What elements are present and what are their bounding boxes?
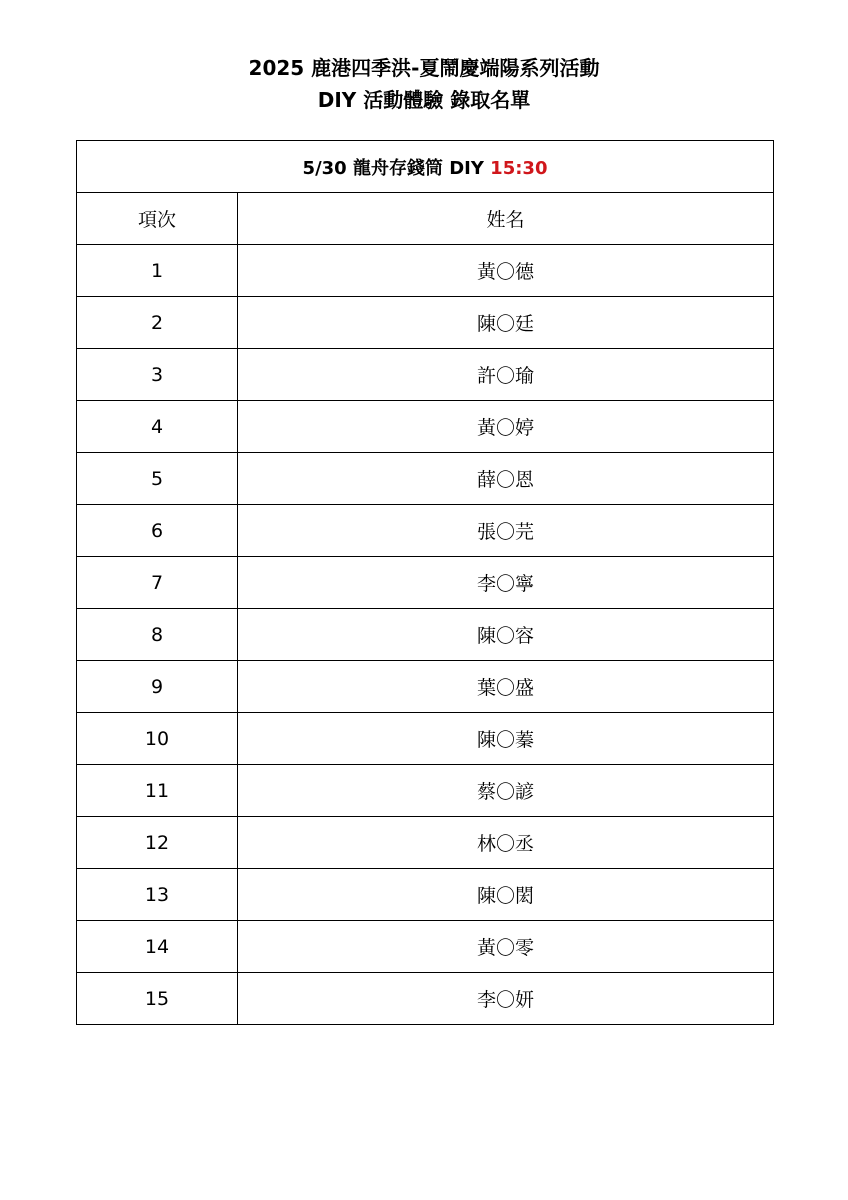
table-row [77, 557, 774, 609]
table-row [77, 713, 774, 765]
admission-list-table [76, 140, 774, 1025]
row-number: 9 [77, 661, 238, 713]
row-number: 4 [77, 401, 238, 453]
row-name: 黃〇婷 [238, 401, 774, 453]
row-name: 蔡〇諺 [238, 765, 774, 817]
row-number: 15 [77, 973, 238, 1025]
row-name: 林〇丞 [238, 817, 774, 869]
row-number: 12 [77, 817, 238, 869]
session-time: 15:30 [490, 157, 548, 179]
row-name: 張〇芫 [238, 505, 774, 557]
table-row [77, 869, 774, 921]
row-name: 陳〇蓁 [238, 713, 774, 765]
table-row [77, 297, 774, 349]
table-body [77, 245, 774, 1025]
session-header [77, 141, 774, 193]
column-header-name: 姓名 [238, 193, 774, 245]
row-number: 1 [77, 245, 238, 297]
table-row [77, 661, 774, 713]
column-header-number: 項次 [77, 193, 238, 245]
table-row [77, 973, 774, 1025]
row-number: 7 [77, 557, 238, 609]
row-number: 14 [77, 921, 238, 973]
table-row [77, 453, 774, 505]
session-label: 5/30 龍舟存錢筒 DIY [302, 157, 491, 179]
row-number: 10 [77, 713, 238, 765]
session-header-row [77, 141, 774, 193]
row-number: 2 [77, 297, 238, 349]
row-name: 黃〇德 [238, 245, 774, 297]
column-header-row [77, 193, 774, 245]
table-row [77, 505, 774, 557]
row-name: 陳〇容 [238, 609, 774, 661]
table-row [77, 245, 774, 297]
document-title: 2025 鹿港四季洪-夏鬧慶端陽系列活動 [248, 56, 600, 80]
table-row [77, 817, 774, 869]
row-name: 葉〇盛 [238, 661, 774, 713]
row-name: 許〇瑜 [238, 349, 774, 401]
document-subtitle: DIY 活動體驗 錄取名單 [317, 88, 531, 112]
row-number: 5 [77, 453, 238, 505]
row-name: 黃〇零 [238, 921, 774, 973]
row-name: 陳〇廷 [238, 297, 774, 349]
row-name: 李〇寧 [238, 557, 774, 609]
row-number: 3 [77, 349, 238, 401]
table-row [77, 349, 774, 401]
row-name: 陳〇閎 [238, 869, 774, 921]
table-row [77, 609, 774, 661]
table-row [77, 921, 774, 973]
row-number: 13 [77, 869, 238, 921]
row-number: 6 [77, 505, 238, 557]
row-name: 薛〇恩 [238, 453, 774, 505]
row-number: 11 [77, 765, 238, 817]
table-row [77, 401, 774, 453]
row-name: 李〇妍 [238, 973, 774, 1025]
row-number: 8 [77, 609, 238, 661]
table-row [77, 765, 774, 817]
